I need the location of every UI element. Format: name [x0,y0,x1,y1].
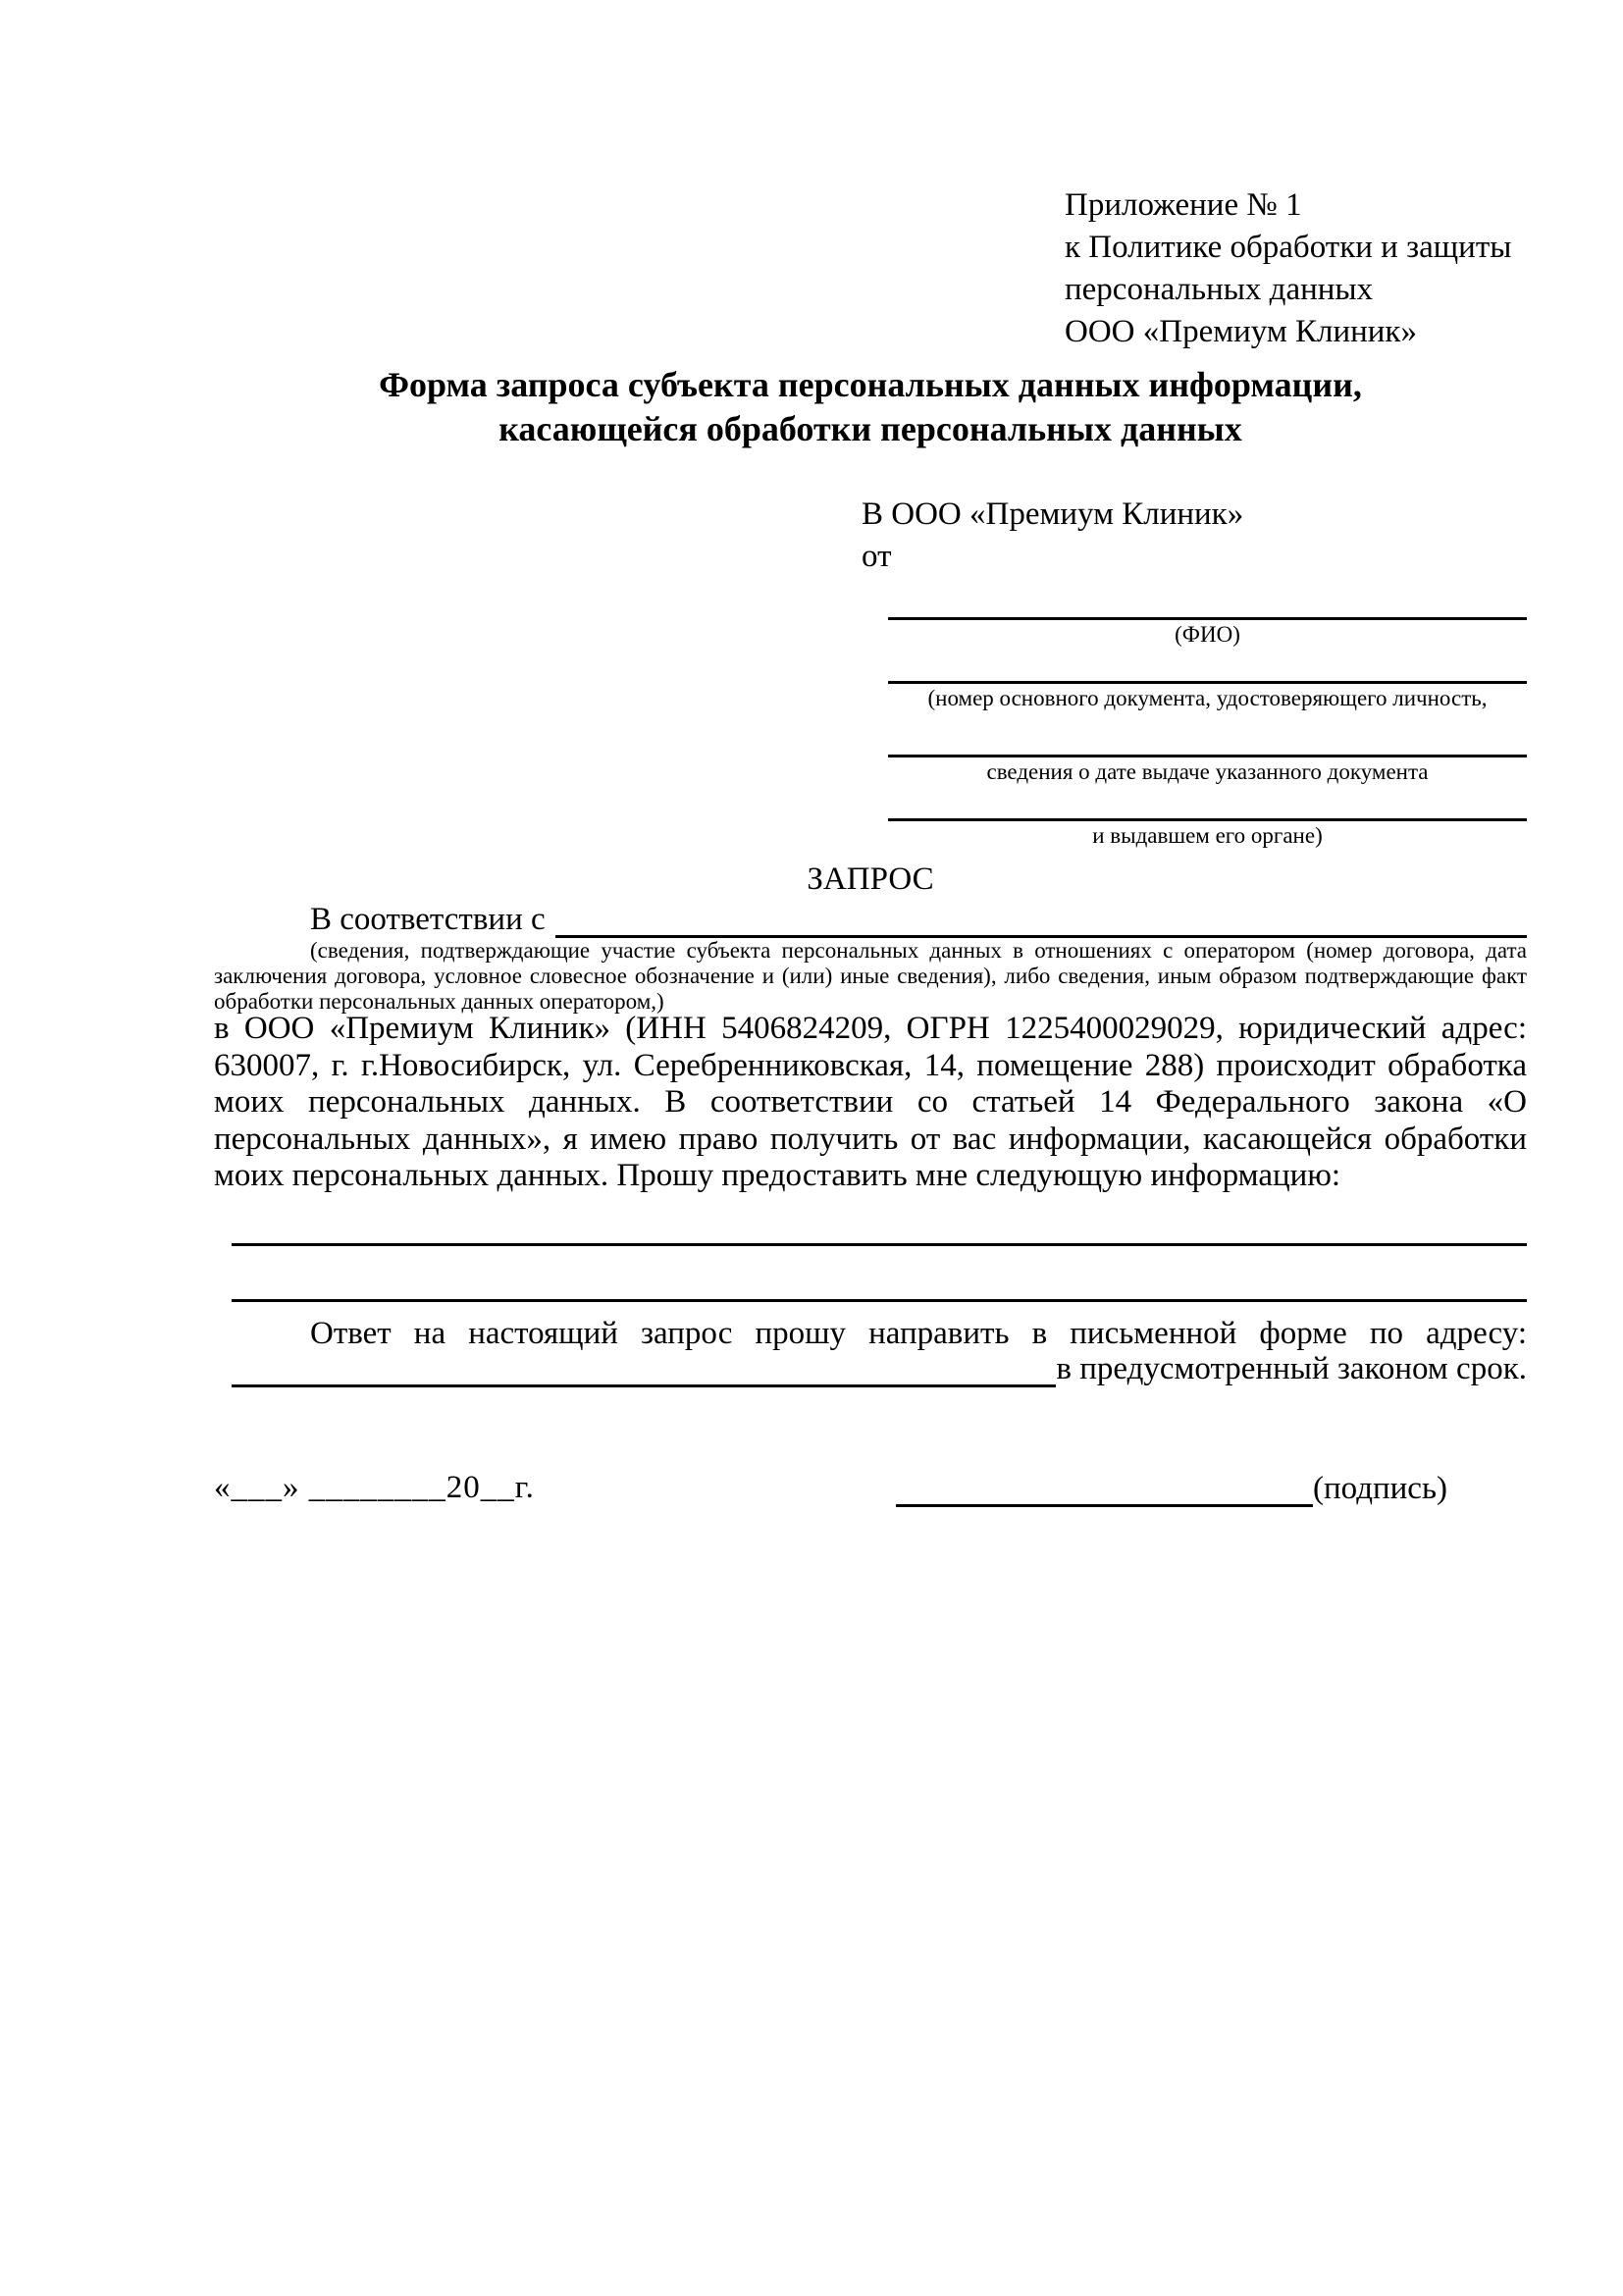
intro-line [214,899,1527,938]
document-title-line: касающейся обработки персональных данных [498,409,1242,448]
appendix-header-line: ООО «Премиум Клиник» [1065,314,1417,349]
appendix-header-line: к Политике обработки и защиты [1065,230,1512,265]
document-title [214,363,1527,451]
reply-address-blank-field[interactable] [232,1353,1056,1387]
requested-info-blank-line-1[interactable] [232,1243,1527,1246]
basis-blank-field[interactable] [555,902,1527,938]
signature-block [896,1468,1447,1507]
request-heading: ЗАПРОС [807,861,934,897]
document-title-line: Форма запроса субъекта персональных данных информации, [379,365,1362,404]
addressee-from-label: от [862,539,892,574]
issuing-authority-field-caption: и выдавшем его органе) [1092,823,1323,848]
intro-label: В соответствии с [310,902,546,937]
signature-blank-field[interactable] [896,1471,1313,1507]
appendix-header-line: персональных данных [1065,272,1374,307]
addressee-block [862,494,1527,851]
reply-address-line [232,1350,1527,1387]
request-body-paragraph: в ООО «Премиум Клиник» (ИНН 5406824209, ОГРН 1225400029029, юридический адрес: 630007, г. г.Новосибирск, ул. Серебренниковская, 14, помещение 288) происходит обработка моих персональных данных. В соответствии со статьей 14 Федерального закона «О персональных данных», я имею право получить от вас информации, касающейся обработки моих персональных данных. Прошу предоставить мне следующую информацию: [214,1011,1527,1194]
date-blank-line[interactable]: «___» ________20__г. [214,1470,535,1505]
appendix-header [1065,184,1511,353]
requested-info-blank-line-2[interactable] [232,1299,1527,1302]
issue-date-field-caption: сведения о дате выдаче указанного документа [986,759,1429,784]
fio-field-caption: (ФИО) [1175,622,1240,647]
document-number-field-caption: (номер основного документа, удостоверяющего личность, [927,686,1488,710]
addressee-to: В ООО «Премиум Клиник» [862,496,1244,532]
reply-suffix: в предусмотренный законом срок. [1056,1351,1527,1386]
reply-instruction: Ответ на настоящий запрос прошу направить в письменной форме по адресу: [310,1316,1527,1351]
signature-caption: (подпись) [1313,1471,1447,1506]
basis-field-note: (сведения, подтверждающие участие субъекта персональных данных в отношениях с оператором (номер договора, дата заключения договора, условное словесное обозначение и (или) иные сведения), либо сведения, иным образом подтверждающие факт обработки персональных данных оператором,) [214,938,1527,1014]
appendix-header-line: Приложение № 1 [1065,187,1302,223]
